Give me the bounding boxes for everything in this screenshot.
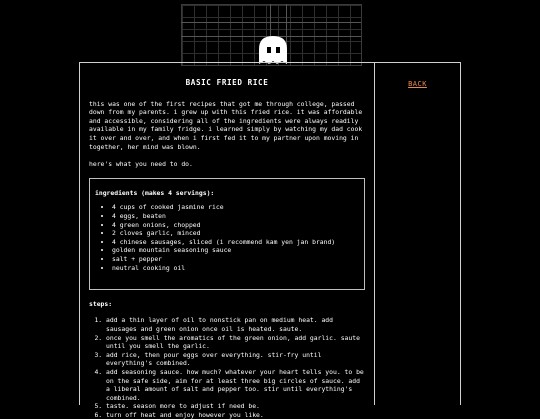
ghost-icon bbox=[256, 34, 290, 64]
ingredient-item: • 4 cups of cooked jasmine rice bbox=[112, 203, 359, 212]
intro-paragraph: this was one of the first recipes that got me through college, passed down from my parents. i grew up with this fried rice. it was affordable and accessible, considering all of the ingredients were always readily available in my family fridge. i learned simply by watching my dad cook it over and over, and when i first fed it to my partner upon moving in together, her mind was blown. bbox=[89, 99, 363, 151]
lead-paragraph: here's what you need to do. bbox=[89, 160, 193, 169]
step-item: 2. once you smell the aromatics of the green onion, add garlic. saute until you smell the garlic. bbox=[106, 334, 365, 351]
recipe-panel bbox=[79, 62, 375, 419]
step-item: 3. add rice, then pour eggs over everything. stir-fry until everything's combined. bbox=[106, 351, 365, 368]
page-title: BASIC FRIED RICE bbox=[185, 78, 269, 87]
steps-heading: steps: bbox=[89, 299, 113, 308]
ingredient-item: • 4 eggs, beaten bbox=[112, 212, 359, 221]
ingredients-box bbox=[89, 178, 365, 290]
sidebar bbox=[375, 62, 461, 405]
step-item: 6. turn off heat and enjoy however you like. bbox=[106, 411, 365, 419]
grid-line bbox=[181, 22, 361, 23]
ingredient-item: • neutral cooking oil bbox=[112, 264, 359, 273]
ingredient-item: • 2 cloves garlic, minced bbox=[112, 229, 359, 238]
ingredient-item: • golden mountain seasoning sauce bbox=[112, 246, 359, 255]
ingredient-item: • salt + pepper bbox=[112, 255, 359, 264]
step-item: 1. add a thin layer of oil to nonstick pan on medium heat. add sausages and green onion once oil is heated. saute. bbox=[106, 316, 365, 333]
back-link[interactable]: BACK bbox=[408, 80, 427, 88]
ingredient-item: • 4 chinese sausages, sliced (i recommend kam yen jan brand) bbox=[112, 238, 359, 247]
steps-list bbox=[89, 316, 365, 419]
ingredients-heading: ingredients (makes 4 servings): bbox=[95, 188, 215, 197]
ingredients-list bbox=[95, 203, 359, 272]
step-item: 4. add seasoning sauce. how much? whatever your heart tells you. to be on the safe side, aim for at least three big circles of sauce. add a liberal amount of salt and pepper too. stir until everything's combined. bbox=[106, 368, 365, 402]
step-item: 5. taste. season more to adjust if need be. bbox=[106, 402, 365, 411]
ingredient-item: • 4 green onions, chopped bbox=[112, 221, 359, 230]
